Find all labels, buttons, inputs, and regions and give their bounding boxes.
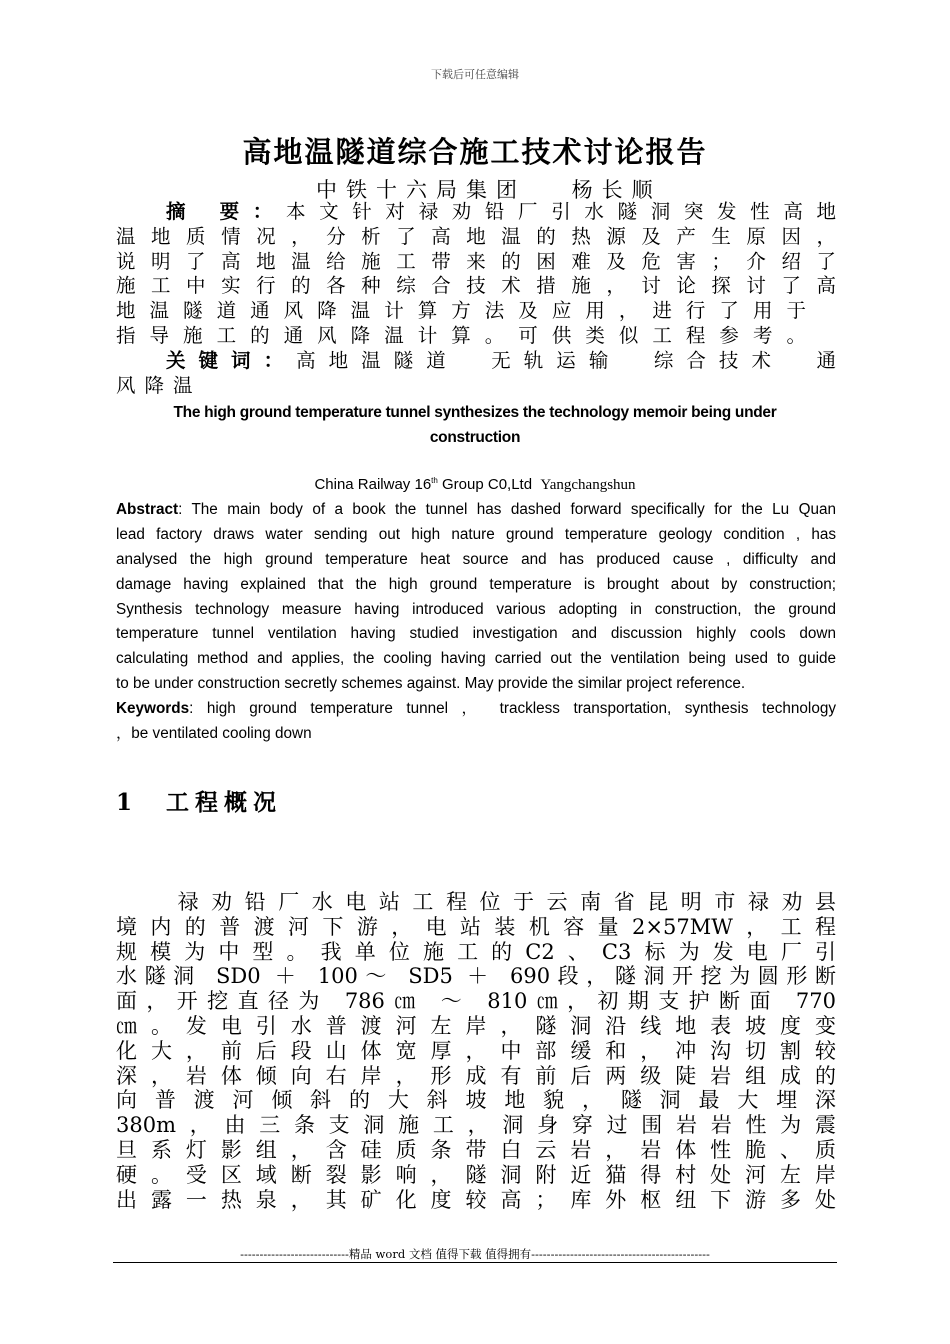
page-footer: ----------------------------精品 word 文档 值得下载 值得拥有---------------------------------------------- bbox=[240, 1247, 710, 1261]
author-line: 中铁十六局集团 杨长顺 bbox=[316, 178, 662, 202]
page-header-note: 下载后可任意编辑 bbox=[431, 68, 519, 81]
section-heading: 1 工程概况 bbox=[116, 789, 283, 816]
keywords-line: 风降温 bbox=[116, 373, 202, 397]
keywords-label: 关键词： bbox=[166, 348, 297, 372]
english-author: China Railway 16th Group C0,Ltd Yangchangshun bbox=[314, 476, 636, 493]
keywords-en-label: Keywords bbox=[116, 700, 190, 718]
abstract-line: 施工中实行的各种综合技术措施，讨论探讨了高 bbox=[116, 274, 836, 298]
english-title: The high ground temperature tunnel synthesizes the technology memoir being under construction bbox=[173, 404, 777, 446]
abstract-line: 地温隧道通风降温计算方法及应用，进行了用于 bbox=[116, 299, 806, 323]
abstract-line: 说明了高地温给施工带来的困难及危害；介绍了 bbox=[116, 249, 836, 273]
abstract-line: 温地质情况，分析了高地温的热源及产生原因， bbox=[116, 224, 836, 248]
document-title: 高地温隧道综合施工技术讨论报告 bbox=[242, 135, 708, 169]
abstract-label: 摘 要： bbox=[166, 200, 286, 223]
body-text: 禄劝铅厂水电站工程位于云南省昆明市禄劝县 境内的普渡河下游，电站装机容量2×57MW，工程 规模为中型。我单位施工的C2、C3标为发电厂引 水隧洞 SD0 ＋ 100～ SD5 ＋ 690段，隧洞开挖为圆形断 面，开挖直径为 786㎝ ～ 810㎝，初期支护断面 770 ㎝。发电引水普渡河左岸，隧洞沿线地表坡度变 化大，前后段山体宽厚，中部缓和，冲沟切割较 深，岩体倾向右岸，形成有前后两级陡岩组成的 向普渡河倾斜的大斜坡地貌，隧洞最大埋深 380m，由三条支洞施工，洞身穿过围岩岩性为震 旦系灯影组，含硅质条带白云岩，岩体性脆、质 硬。受区域断裂影响，隧洞附近猫得村处河左岸 出露一热泉，其矿化度较高；库外枢纽下游多处 bbox=[116, 890, 836, 1212]
footer-divider bbox=[113, 1262, 837, 1263]
abstract-en-label: Abstract bbox=[116, 501, 179, 518]
abstract-line: 指导施工的通风降温计算。可供类似工程参考。 bbox=[116, 323, 806, 347]
abstract-zh: 摘 要：本文针对禄劝铅厂引水隧洞突发性高地 温地质情况，分析了高地温的热源及产生原因， 说明了高地温给施工带来的困难及危害；介绍了 施工中实行的各种综合技术措施，讨论探讨了高 地温隧道通风降温计算方法及应用，进行了用于 指导施工的通风降温计算。可供类似工程参考。 关键词：高地温隧道 无轨运输 综合技术 通 风降温 bbox=[116, 200, 836, 397]
abstract-en: Abstract: The main body of a book the tunnel has dashed forward specifically for the Lu Quan lead factory draws water sending out high nature ground temperature geology condition , has analysed the high ground temperature heat source and has produced cause , difficulty and damage having explained that the high ground temperature is brought about by construction; Synthesis technology measure having introduced various adopting in construction, the ground temperature tunnel ventilation having studied investigation and discussion highly cools down calculating method and applies, the cooling having carried out the ventilation being used to guide to be under construction secretly schemes against. May provide the similar project reference. Keywords: high ground temperature tunnel ， trackless transportation, synthesis technology ，be ventilated cooling down bbox=[116, 501, 836, 743]
